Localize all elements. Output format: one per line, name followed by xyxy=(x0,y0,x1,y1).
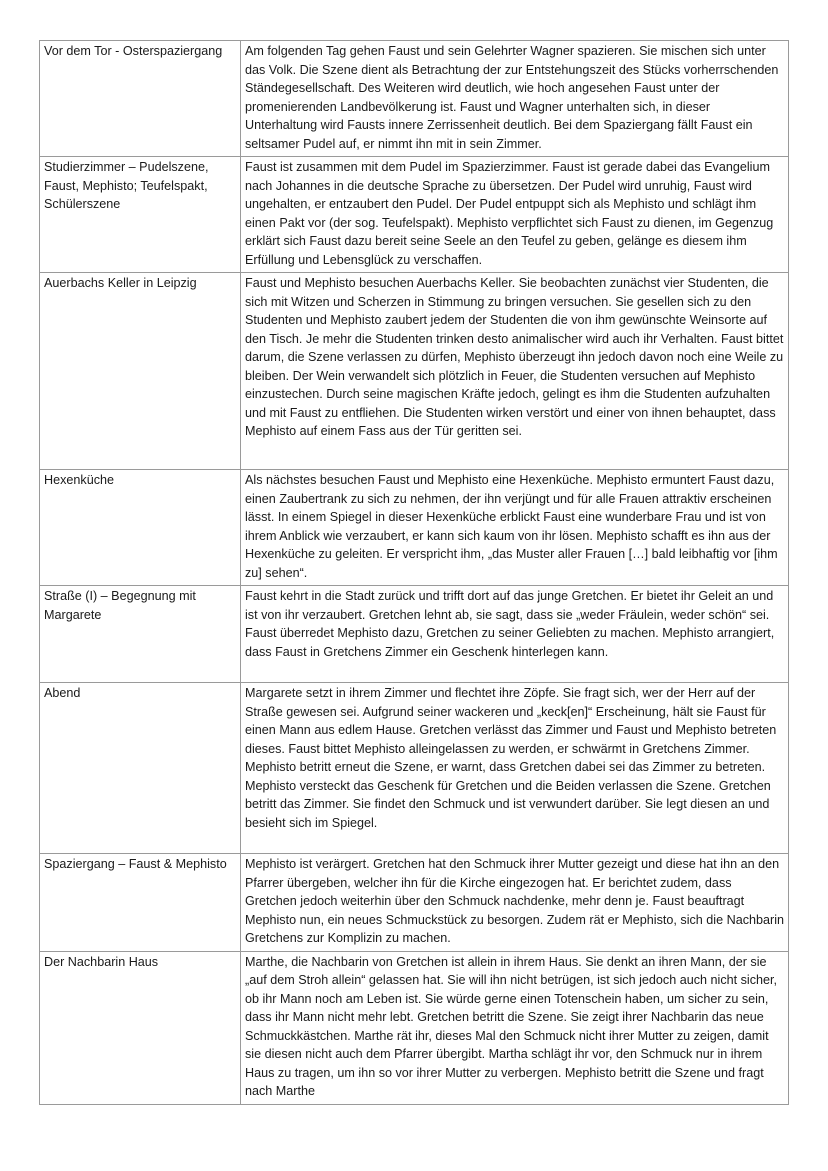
scene-title-cell: Studierzimmer – Pudelszene, Faust, Mephisto; Teufelspakt, Schülerszene xyxy=(40,157,241,273)
scene-title-cell: Spaziergang – Faust & Mephisto xyxy=(40,854,241,952)
table-row xyxy=(40,273,789,470)
scene-summary-cell: Am folgenden Tag gehen Faust und sein Gelehrter Wagner spazieren. Sie mischen sich unter das Volk. Die Szene dient als Betrachtung der zur Entstehungszeit des Stücks vorherrschenden Ständegesellschaft. Des Weiteren wird deutlich, wie hoch angesehen Faust unter der promenierenden Landbevölkerung ist. Faust und Wagner unterhalten sich, in dieser Unterhaltung wird Fausts innere Zerrissenheit deutlich. Bei dem Spaziergang fällt Faust ein seltsamer Pudel auf, er nimmt ihn mit in sein Zimmer. xyxy=(241,41,789,157)
scene-title-cell: Vor dem Tor - Osterspaziergang xyxy=(40,41,241,157)
scene-title-cell: Straße (I) – Begegnung mit Margarete xyxy=(40,586,241,683)
table-row xyxy=(40,683,789,854)
document-page xyxy=(39,40,788,1105)
table-row xyxy=(40,951,789,1104)
scene-title-cell: Abend xyxy=(40,683,241,854)
scene-summary-cell: Mephisto ist verärgert. Gretchen hat den Schmuck ihrer Mutter gezeigt und diese hat ihn an den Pfarrer übergeben, welcher ihn für die Kirche eingezogen hat. Er berichtet zudem, dass Gretchen jedoch weiterhin über den Schmuck nachdenke, mehr denn je. Faust beauftragt Mephisto nun, ein neues Schmuckstück zu besorgen. Zudem rät er Mephisto, sich die Nachbarin Gretchens zur Komplizin zu machen. xyxy=(241,854,789,952)
scene-title-cell: Auerbachs Keller in Leipzig xyxy=(40,273,241,470)
scene-summary-cell: Faust und Mephisto besuchen Auerbachs Keller. Sie beobachten zunächst vier Studenten, die sich mit Witzen und Scherzen in Stimmung zu bringen versuchen. Sie gesellen sich zu den Studenten und Mephisto zaubert jedem der Studenten die von ihm gewünschte Weinsorte auf den Tisch. Je mehr die Studenten trinken desto animalischer wird auch ihr Verhalten. Faust bittet darum, die Szene verlassen zu dürfen, Mephisto überzeugt ihn jedoch davon noch eine Weile zu bleiben. Der Wein verwandelt sich plötzlich in Feuer, die Studenten versuchen auf Mephisto einzustechen. Durch seine magischen Kräfte jedoch, gelingt es ihm die Studenten aufzuhalten und mit Faust zu entfliehen. Die Studenten wirken verstört und einer von ihnen behauptet, dass Mephisto auf einem Fass aus der Tür geritten sei. xyxy=(241,273,789,470)
scene-title-cell: Hexenküche xyxy=(40,470,241,586)
table-row xyxy=(40,157,789,273)
scene-title-cell: Der Nachbarin Haus xyxy=(40,951,241,1104)
table-row xyxy=(40,586,789,683)
scene-summary-cell: Faust kehrt in die Stadt zurück und trifft dort auf das junge Gretchen. Er bietet ihr Geleit an und ist von ihr verzaubert. Gretchen lehnt ab, sie sagt, dass sie „weder Fräulein, weder schön“ sei. Faust überredet Mephisto dazu, Gretchen zu seiner Geliebten zu machen. Mephisto arrangiert, dass Faust in Gretchens Zimmer ein Geschenk hinterlegen kann. xyxy=(241,586,789,683)
scene-summary-cell: Margarete setzt in ihrem Zimmer und flechtet ihre Zöpfe. Sie fragt sich, wer der Herr auf der Straße gewesen sei. Aufgrund seiner wackeren und „keck[en]“ Erscheinung, hält sie Faust für einen Mann aus edlem Hause. Gretchen verlässt das Zimmer und Faust und Mephisto betreten dieses. Faust bittet Mephisto alleingelassen zu werden, er schwärmt in Gretchens Zimmer. Mephisto betritt erneut die Szene, er warnt, dass Gretchen dabei sei das Zimmer zu betreten. Mephisto versteckt das Geschenk für Gretchen und die Beiden verlassen die Szene. Gretchen betritt das Zimmer. Sie findet den Schmuck und ist verwundert darüber. Sie legt diesen an und besieht sich im Spiegel. xyxy=(241,683,789,854)
table-row xyxy=(40,470,789,586)
scene-summary-cell: Als nächstes besuchen Faust und Mephisto eine Hexenküche. Mephisto ermuntert Faust dazu, einen Zaubertrank zu sich zu nehmen, der ihn verjüngt und für alle Frauen attraktiv erscheinen lässt. In einem Spiegel in dieser Hexenküche erblickt Faust eine wunderbare Frau und ist von ihrem Anblick wie verzaubert, er kann sich kaum von ihr lösen. Mephisto schafft es ihn aus der Hexenküche zu geleiten. Er verspricht ihm, „das Muster aller Frauen […] bald leibhaftig vor [ihm zu] sehen“. xyxy=(241,470,789,586)
scene-summary-table xyxy=(39,40,789,1105)
scene-summary-cell: Faust ist zusammen mit dem Pudel im Spazierzimmer. Faust ist gerade dabei das Evangelium nach Johannes in die deutsche Sprache zu übersetzen. Der Pudel wird unruhig, Faust wird ungehalten, er entzaubert den Pudel. Der Pudel entpuppt sich als Mephisto und schlägt ihm einen Pakt vor (der sog. Teufelspakt). Mephisto verpflichtet sich Faust zu dienen, im Gegenzug erklärt sich Faust dazu bereit seine Seele an den Teufel zu geben, gelänge es diesem ihm Erfüllung und Lebensglück zu verschaffen. xyxy=(241,157,789,273)
table-row xyxy=(40,41,789,157)
table-row xyxy=(40,854,789,952)
scene-summary-cell: Marthe, die Nachbarin von Gretchen ist allein in ihrem Haus. Sie denkt an ihren Mann, der sie „auf dem Stroh allein“ gelassen hat. Sie will ihn nicht betrügen, ist sich jedoch auch nicht sicher, ob ihr Mann noch am Leben ist. Sie würde gerne einen Totenschein haben, um sicher zu sein, dass ihr Mann nicht mehr lebt. Gretchen betritt die Szene. Sie zeigt ihrer Nachbarin das neue Schmuckkästchen. Marthe rät ihr, dieses Mal den Schmuck nicht ihrer Mutter zu zeigen, damit sie diesen nicht auch dem Pfarrer übergibt. Martha schlägt ihr vor, den Schmuck nur in ihrem Haus zu tragen, um ihn so vor ihrer Mutter zu verbergen. Mephisto betritt die Szene und fragt nach Marthe xyxy=(241,951,789,1104)
